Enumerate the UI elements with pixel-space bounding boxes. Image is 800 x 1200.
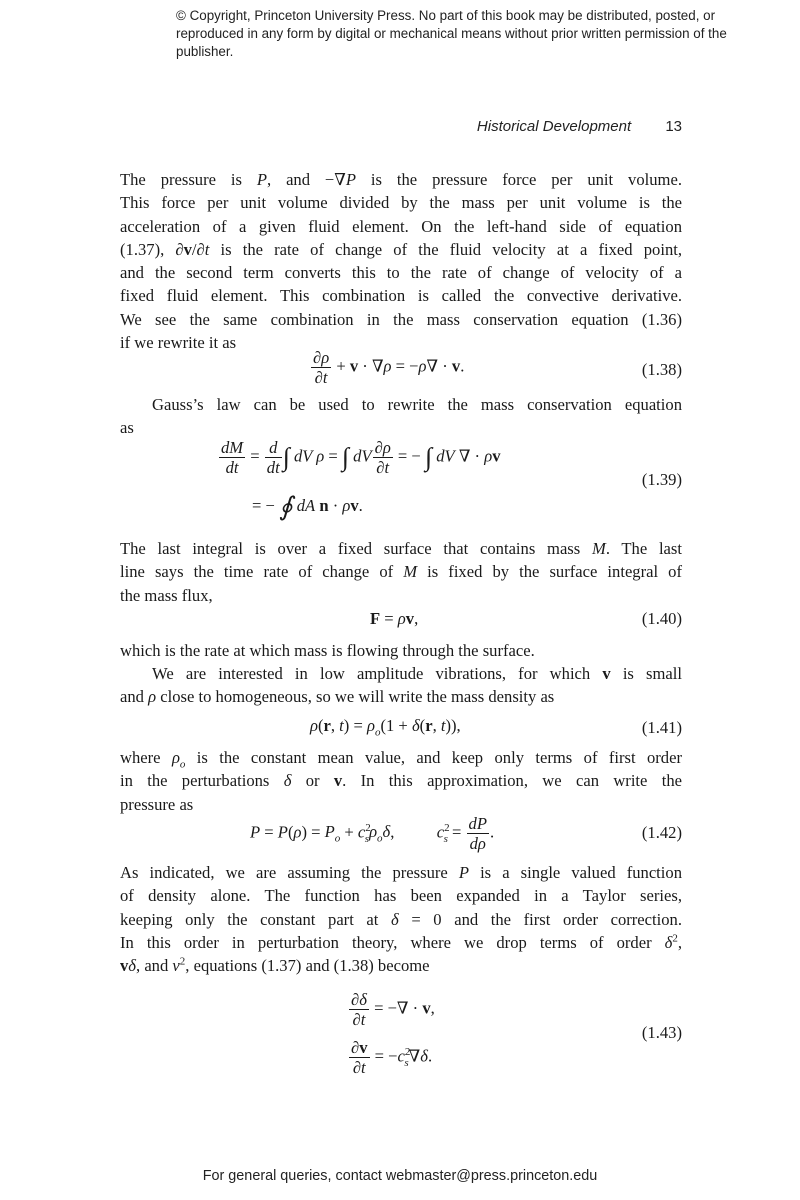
paragraph-last-integral: The last integral is over a fixed surface that contains mass M. The last line says the time rate of change of M is fixed by the surface integral of the mass flux, <box>120 539 682 605</box>
equation-number: (1.41) <box>641 718 682 737</box>
equation-1-43-line2: $\frac{\partial v}{\partial t}$ = $-c^2_s\nabla\delta$. <box>351 1038 433 1078</box>
paragraph-pressure: The pressure is P, and −∇P is the pressure force per unit volume. This force per unit volume divided by the mass per unit volume is the acceleration of a given fluid element. On the left-hand side of equation (1.37), ∂v/∂t is the rate of change of the fluid velocity at a fixed point, and the second term converts this to the rate of change of velocity of a fixed fluid element. This combination is called the convective derivative. We see the same combination in the mass conservation equation (1.36) if we rewrite it as <box>120 170 683 353</box>
paragraph-low-amplitude-cont: and ρ close to homogeneous, so we will write the mass density as <box>120 687 555 706</box>
equation-1-41: ρ(r, $t) = \rho_o(1 + \delta(r$, t)), <box>310 716 461 739</box>
paragraph-flux: which is the rate at which mass is flowing through the surface. <box>120 641 535 660</box>
footer-contact: For general queries, contact webmaster@press.princeton.edu <box>202 1168 598 1184</box>
equation-1-42: $P = P(\rho) = P_o + c^2_s\rho_o\delta$, $c^2_s$ = $\frac{dP}{d\rho}$ . <box>250 814 495 854</box>
equation-1-39-line2: = − ∮ dA n · ρv. <box>252 492 363 521</box>
paragraph-gauss: Gauss’s law can be used to rewrite the mass conservation equation <box>152 395 682 414</box>
copyright-notice: © Copyright, Princeton University Press. No part of this book may be distributed, posted, or reproduced in any form by digital or mechanical means without prior written permission of the publisher. <box>176 8 727 59</box>
equation-number: (1.42) <box>641 823 682 842</box>
equation-1-38: $\frac{\partial\rho}{\partial t}$ + v · ∇ρ = −ρ∇ · v. <box>313 348 465 388</box>
page-number: 13 <box>665 118 682 135</box>
equation-1-39-line1: $\frac{dM}{dt}$ = $\frac{d}{dt}$ ∫ dV ρ = ∫ dV $\frac{\partial\rho}{\partial t}$ = − ∫ dV ∇ · ρv <box>221 438 501 478</box>
equation-number: (1.43) <box>641 1023 682 1042</box>
equation-number: (1.38) <box>641 360 682 379</box>
paragraph-mean-value: where $\rho_o$ is the constant mean value, and keep only terms of first order in the perturbations δ or v. In this approximation, we can write the pressure as <box>120 748 682 814</box>
paragraph-low-amplitude: We are interested in low amplitude vibrations, for which v is small <box>152 664 682 683</box>
equation-number: (1.39) <box>641 470 682 489</box>
paragraph-single-valued: As indicated, we are assuming the pressure P is a single valued function of density alone. The function has been expanded in a Taylor series, keeping only the constant part at δ = 0 and the first order correction. In this order in perturbation theory, where we drop terms of order $\delta^2$, vδ, and $v^2$, equations (1.37) and (1.38) become <box>120 863 683 976</box>
running-title: Historical Development <box>476 118 632 135</box>
equation-1-43-line1: $\frac{\partial\delta}{\partial t}$ = −∇ · v, <box>351 990 435 1030</box>
running-head <box>477 118 682 135</box>
equation-number: (1.40) <box>641 609 682 628</box>
equation-1-40: F = ρv, <box>370 609 419 628</box>
paragraph-as: as <box>120 418 134 437</box>
